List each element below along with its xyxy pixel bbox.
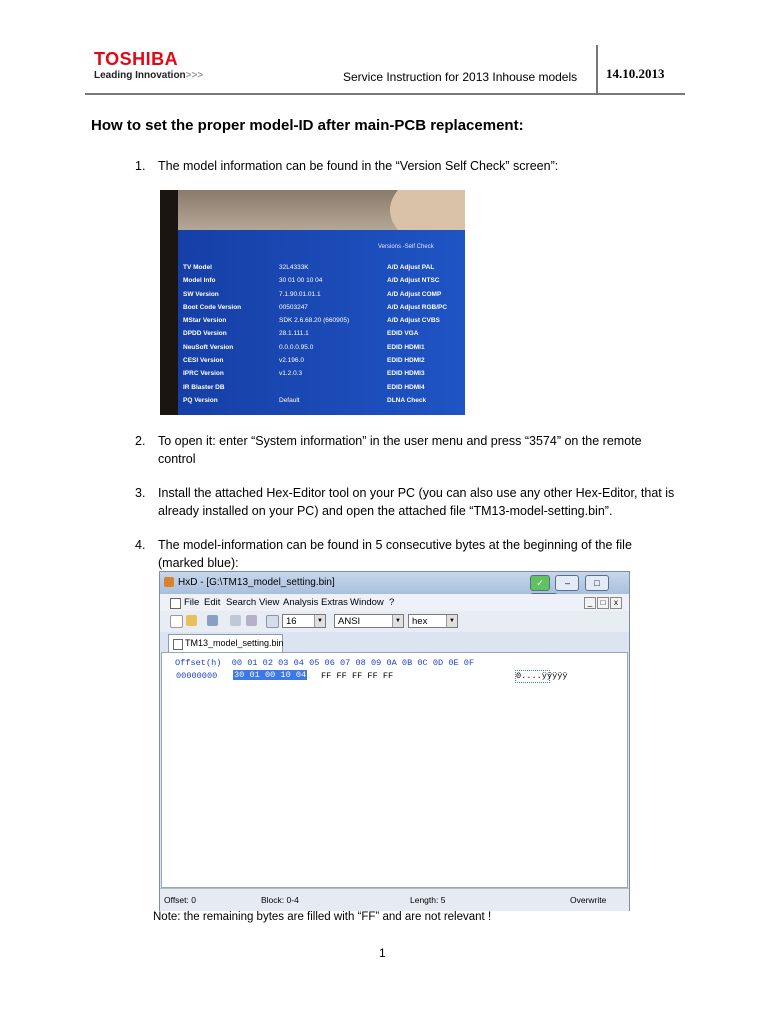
tv-row-value: v2.196.0 — [279, 357, 304, 365]
tagline-text: Leading Innovation — [94, 70, 186, 81]
hxd-statusbar — [160, 888, 629, 911]
new-file-icon[interactable] — [170, 615, 183, 628]
logo-wordmark: TOSHIBA — [94, 49, 179, 69]
ascii-column[interactable]: 0....ÿÿÿÿÿ — [516, 671, 568, 681]
tv-row-value: 28.1.111.1 — [279, 330, 309, 338]
hxd-window — [159, 571, 630, 911]
menu-search[interactable]: Search — [226, 597, 257, 608]
file-icon — [173, 639, 183, 650]
mdi-minimize-button[interactable]: _ — [584, 597, 596, 609]
page-number: 1 — [379, 946, 386, 960]
tv-row-right: A/D Adjust COMP — [387, 290, 442, 298]
note-text: Note: the remaining bytes are filled with “FF” and are not relevant ! — [153, 911, 492, 923]
tv-row-right: EDID HDMI4 — [387, 383, 425, 391]
tv-row-value: Default — [279, 396, 300, 404]
document-icon — [170, 598, 181, 609]
tv-row-label: NeuSoft Version — [183, 343, 234, 351]
tv-row-label: Boot Code Version — [183, 303, 242, 311]
hxd-title: HxD - [G:\TM13_model_setting.bin] — [178, 577, 335, 588]
step-text: The model information can be found in the “Version Self Check” screen”: — [158, 159, 559, 173]
status-mode: Overwrite — [570, 895, 607, 905]
status-offset: Offset: 0 — [164, 895, 196, 905]
chevron-down-icon: ▼ — [392, 615, 403, 627]
chevron-down-icon: ▼ — [446, 615, 457, 627]
tv-row-right: DLNA Check — [387, 396, 427, 404]
tagline-arrows: >>> — [185, 70, 204, 81]
tv-row-label: SW Version — [183, 290, 219, 298]
tv-row-label: Model Info — [183, 277, 216, 285]
step-text: To open it: enter “System information” in the user menu and press “3574” on the remote control — [158, 434, 642, 466]
tool-icon[interactable] — [230, 615, 241, 626]
tv-version-screen-photo — [160, 190, 465, 415]
status-block: Block: 0-4 — [261, 895, 299, 905]
tv-row-label: MStar Version — [183, 317, 227, 325]
step-number: 2. — [135, 434, 146, 448]
tv-row-value: 7.1.90.01.01.1 — [279, 290, 321, 298]
tv-row-value: 32L4333K — [279, 264, 309, 271]
remaining-bytes[interactable]: FF FF FF FF FF — [321, 671, 394, 681]
bytes-per-row-select[interactable] — [282, 614, 326, 628]
menu-window[interactable]: Window — [350, 597, 384, 608]
step-number: 1. — [135, 159, 146, 173]
menu-file[interactable]: File — [184, 597, 200, 608]
row-offset: 00000000 — [176, 671, 218, 681]
step-number: 4. — [135, 538, 146, 552]
header-rule — [85, 93, 685, 95]
menu-edit[interactable]: Edit — [204, 597, 221, 608]
hxd-menubar — [160, 594, 629, 611]
display-mode-value: hex — [412, 616, 428, 627]
mdi-restore-button[interactable]: □ — [597, 597, 609, 609]
tv-row-label: PQ Version — [183, 396, 218, 404]
hxd-titlebar[interactable] — [160, 572, 629, 594]
document-date: 14.10.2013 — [606, 66, 665, 81]
toshiba-logo — [94, 50, 203, 81]
step-text: The model-information can be found in 5 consecutive bytes at the beginning of the file (marked blue): — [158, 538, 632, 570]
hex-editor-area[interactable] — [161, 652, 628, 888]
tv-row-value: 0.0.0.0.95.0 — [279, 343, 314, 351]
tv-row-right: EDID HDMI2 — [387, 357, 425, 365]
tv-row-label: IR Blaster DB — [183, 383, 225, 391]
tv-row-right: EDID HDMI3 — [387, 370, 425, 378]
menu-view[interactable]: View — [259, 597, 280, 608]
tv-row-value: 00503247 — [279, 303, 308, 311]
tv-row-label: IPRC Version — [183, 370, 224, 378]
menu-extras[interactable]: Extras — [321, 597, 348, 608]
selected-model-bytes[interactable]: 30 01 00 10 04 — [234, 670, 307, 680]
tv-row-label: TV Model — [183, 264, 212, 271]
mdi-close-button[interactable]: x — [610, 597, 622, 609]
tv-row-right: A/D Adjust RGB/PC — [387, 303, 448, 311]
status-length: Length: 5 — [410, 895, 446, 905]
menu-analysis[interactable]: Analysis — [283, 597, 319, 608]
tv-row-label: DPDD Version — [183, 330, 227, 338]
hxd-app-icon — [164, 577, 174, 587]
tv-row-label: CESI Version — [183, 357, 224, 365]
hxd-toolbar — [160, 611, 629, 632]
open-folder-icon[interactable] — [186, 615, 197, 626]
charset-select[interactable] — [334, 614, 404, 628]
tab-label: TM13_model_setting.bin — [185, 638, 284, 648]
page-heading: How to set the proper model-ID after main-PCB replacement: — [91, 117, 524, 134]
tv-row-right: A/D Adjust NTSC — [387, 277, 440, 285]
save-icon[interactable] — [207, 615, 218, 626]
tv-row-right: A/D Adjust PAL — [387, 264, 435, 271]
step-text: Install the attached Hex-Editor tool on your PC (you can also use any other Hex-Editor, that is already installed on your PC) and open the attached file “TM13-model-setting.bin”. — [158, 486, 675, 518]
tv-row-value: v1.2.0.3 — [279, 370, 303, 378]
charset-value: ANSI — [338, 616, 361, 627]
offset-header: Offset(h) 00 01 02 03 04 05 06 07 08 09 0A 0B 0C 0D 0E 0F — [175, 658, 475, 668]
extra-window-button[interactable]: ✓ — [530, 575, 550, 591]
tool2-icon[interactable] — [246, 615, 257, 626]
tv-row-value: 30 01 00 10 04 — [279, 277, 323, 285]
tv-bezel — [160, 190, 178, 415]
maximize-button[interactable]: □ — [585, 575, 609, 591]
tv-row-value: SDK 2.6.68.20 (660905) — [279, 317, 350, 325]
chevron-down-icon: ▼ — [314, 615, 325, 627]
tv-row-right: EDID HDMI1 — [387, 343, 425, 351]
bytes-per-row-icon — [266, 615, 279, 628]
bytes-per-row-value: 16 — [286, 616, 297, 627]
logo-tagline — [94, 70, 203, 81]
display-mode-select[interactable] — [408, 614, 458, 628]
hxd-tabbar — [160, 632, 629, 652]
tv-row-right: A/D Adjust CVBS — [387, 317, 440, 325]
step-number: 3. — [135, 486, 146, 500]
document-title: Service Instruction for 2013 Inhouse models — [343, 70, 578, 84]
tab-file[interactable] — [168, 634, 283, 652]
menu-help[interactable]: ? — [389, 597, 395, 608]
tv-row-right: EDID VGA — [387, 330, 419, 338]
tv-screen-title: Versions -Self Check — [378, 244, 434, 250]
minimize-button[interactable]: ‒ — [555, 575, 579, 591]
header-divider — [596, 45, 598, 95]
